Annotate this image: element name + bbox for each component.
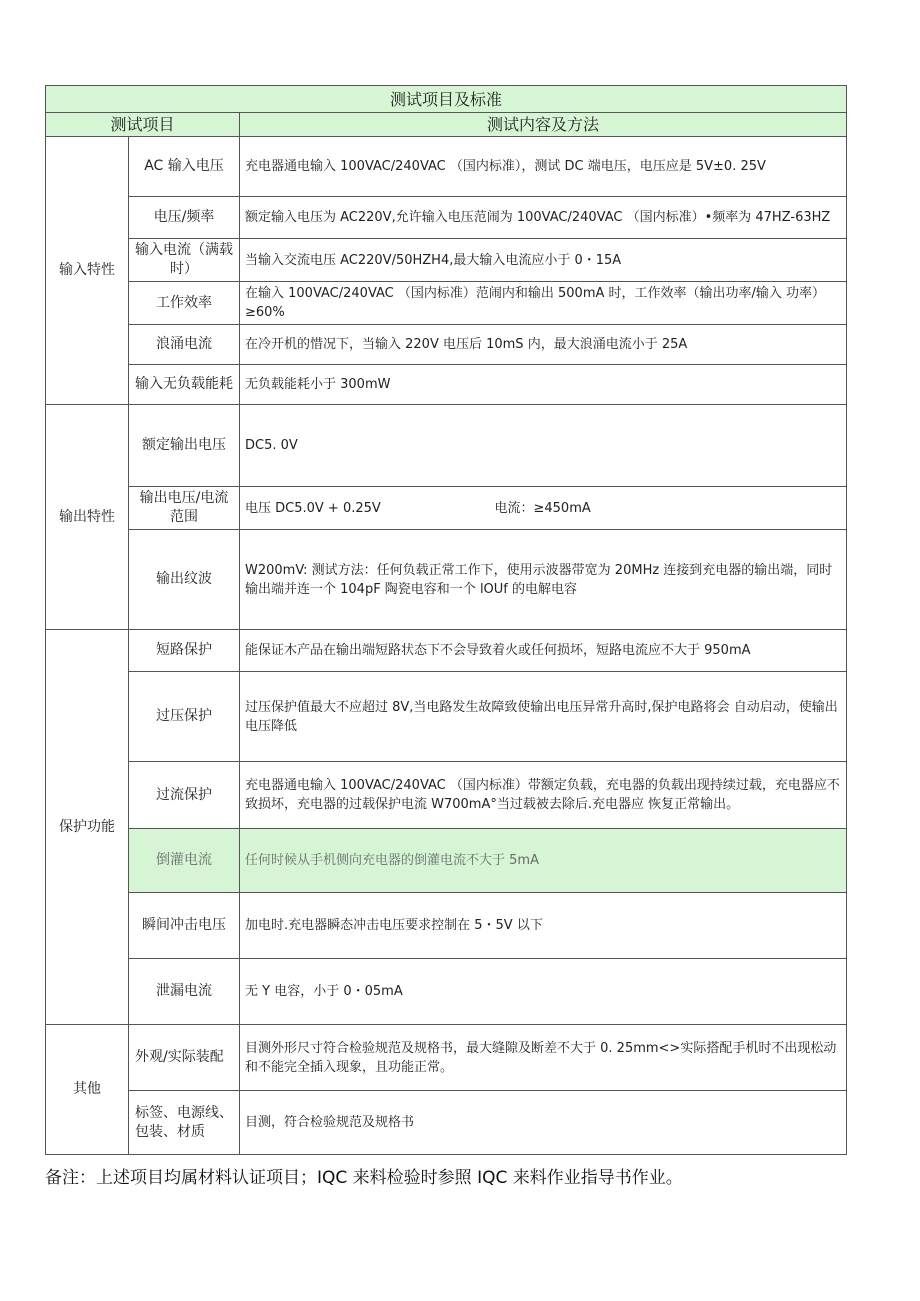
spec-table	[45, 85, 847, 1155]
header-content: 测试内容及方法	[240, 113, 847, 137]
table-row	[46, 487, 847, 530]
item-label: 输出纹波	[129, 530, 240, 630]
table-row	[46, 365, 847, 405]
table-row	[46, 829, 847, 893]
table-row	[46, 672, 847, 762]
item-desc: W200mV: 测试方法：任何负载正常工作下，使用示波器带宽为 20MHz 连接到充电器的输出端，同时输出端并连一个 104pF 陶瓷电容和一个 lOUf 的电解电容	[240, 530, 847, 630]
item-desc: 目测外形尺寸符合检验规范及规格书，最大缝隙及断差不大于 0. 25mm<>实际搭配手机时不出现松动和不能完全插入现象，且功能正常。	[240, 1025, 847, 1091]
header-item: 测试项目	[46, 113, 240, 137]
output-voltage-desc: 电压 DC5.0V + 0.25V	[240, 487, 490, 530]
table-row	[46, 137, 847, 197]
item-label: 短路保护	[129, 630, 240, 672]
item-desc: 无 Y 电容，小于 0・05mA	[240, 959, 847, 1025]
table-row	[46, 1025, 847, 1091]
table-row	[46, 530, 847, 630]
item-label: 工作效率	[129, 282, 240, 325]
item-label: 输入无负载能耗	[129, 365, 240, 405]
item-label: 倒灌电流	[129, 829, 240, 893]
table-row	[46, 405, 847, 487]
item-label: AC 输入电压	[129, 137, 240, 197]
table-row	[46, 762, 847, 829]
item-desc: 额定输入电压为 AC220V,允许输入电压范闹为 100VAC/240VAC （国内标准）•频率为 47HZ-63HZ	[240, 197, 847, 239]
item-desc: 充电器通电输入 100VAC/240VAC （国内标准）带额定负载，充电器的负载出现持续过载，充电器应不致损坏，充电器的过载保护电流 W700mA°当过载被去除后.充电器应 恢复正常输出。	[240, 762, 847, 829]
item-label: 过流保护	[129, 762, 240, 829]
item-desc: 过压保护值最大不应超过 8V,当电路发生故障致使输出电压异常升高时,保护电路将会 自动启动，使输出电压降低	[240, 672, 847, 762]
item-desc: 能保证木产品在输出端短路状态下不会导致着火或任何损坏，短路电流应不大于 950mA	[240, 630, 847, 672]
table-row	[46, 893, 847, 959]
table-row	[46, 197, 847, 239]
category-other: 其他	[46, 1025, 129, 1155]
item-label: 输出电压/电流 范围	[129, 487, 240, 530]
item-desc: 当输入交流电压 AC220V/50HZH4,最大输入电流应小于 0・15A	[240, 239, 847, 282]
item-label: 额定输出电压	[129, 405, 240, 487]
item-label: 浪涌电流	[129, 325, 240, 365]
output-current-desc: 电流：≥450mA	[490, 487, 847, 530]
item-label: 过压保护	[129, 672, 240, 762]
category-protection: 保护功能	[46, 630, 129, 1025]
category-input: 输入特性	[46, 137, 129, 405]
item-desc: 在输入 100VAC/240VAC （国内标准）范闹内和输出 500mA 时，工作效率（输出功率/输入 功率）≥60%	[240, 282, 847, 325]
item-desc: 加电时.充电器瞬态冲击电压要求控制在 5・5V 以下	[240, 893, 847, 959]
table-row	[46, 282, 847, 325]
item-label: 瞬间冲击电压	[129, 893, 240, 959]
item-desc: 充电器通电输入 100VAC/240VAC （国内标准），测试 DC 端电压，电压应是 5V±0. 25V	[240, 137, 847, 197]
table-title: 测试项目及标准	[46, 86, 847, 113]
item-desc: DC5. 0V	[240, 405, 847, 487]
table-row	[46, 959, 847, 1025]
item-label: 输入电流（满载时）	[129, 239, 240, 282]
table-row	[46, 239, 847, 282]
item-desc: 任何时候从手机侧向充电器的倒灌电流不大于 5mA	[240, 829, 847, 893]
item-desc: 目测，符合检验规范及规格书	[240, 1091, 847, 1155]
item-label: 外观/实际装配	[129, 1025, 240, 1091]
item-label: 电压/频率	[129, 197, 240, 239]
item-label: 标签、电源线、包装、材质	[129, 1091, 240, 1155]
footnote: 备注：上述项目均属材料认证项目；IQC 来料检验时参照 IQC 来料作业指导书作业。	[45, 1168, 683, 1188]
category-output: 输出特性	[46, 405, 129, 630]
item-desc: 在冷开机的惜况下，当输入 220V 电压后 10mS 内，最大浪涌电流小于 25A	[240, 325, 847, 365]
item-desc: 无负载能耗小于 300mW	[240, 365, 847, 405]
table-row	[46, 630, 847, 672]
item-label: 泄漏电流	[129, 959, 240, 1025]
table-row	[46, 1091, 847, 1155]
table-row	[46, 325, 847, 365]
